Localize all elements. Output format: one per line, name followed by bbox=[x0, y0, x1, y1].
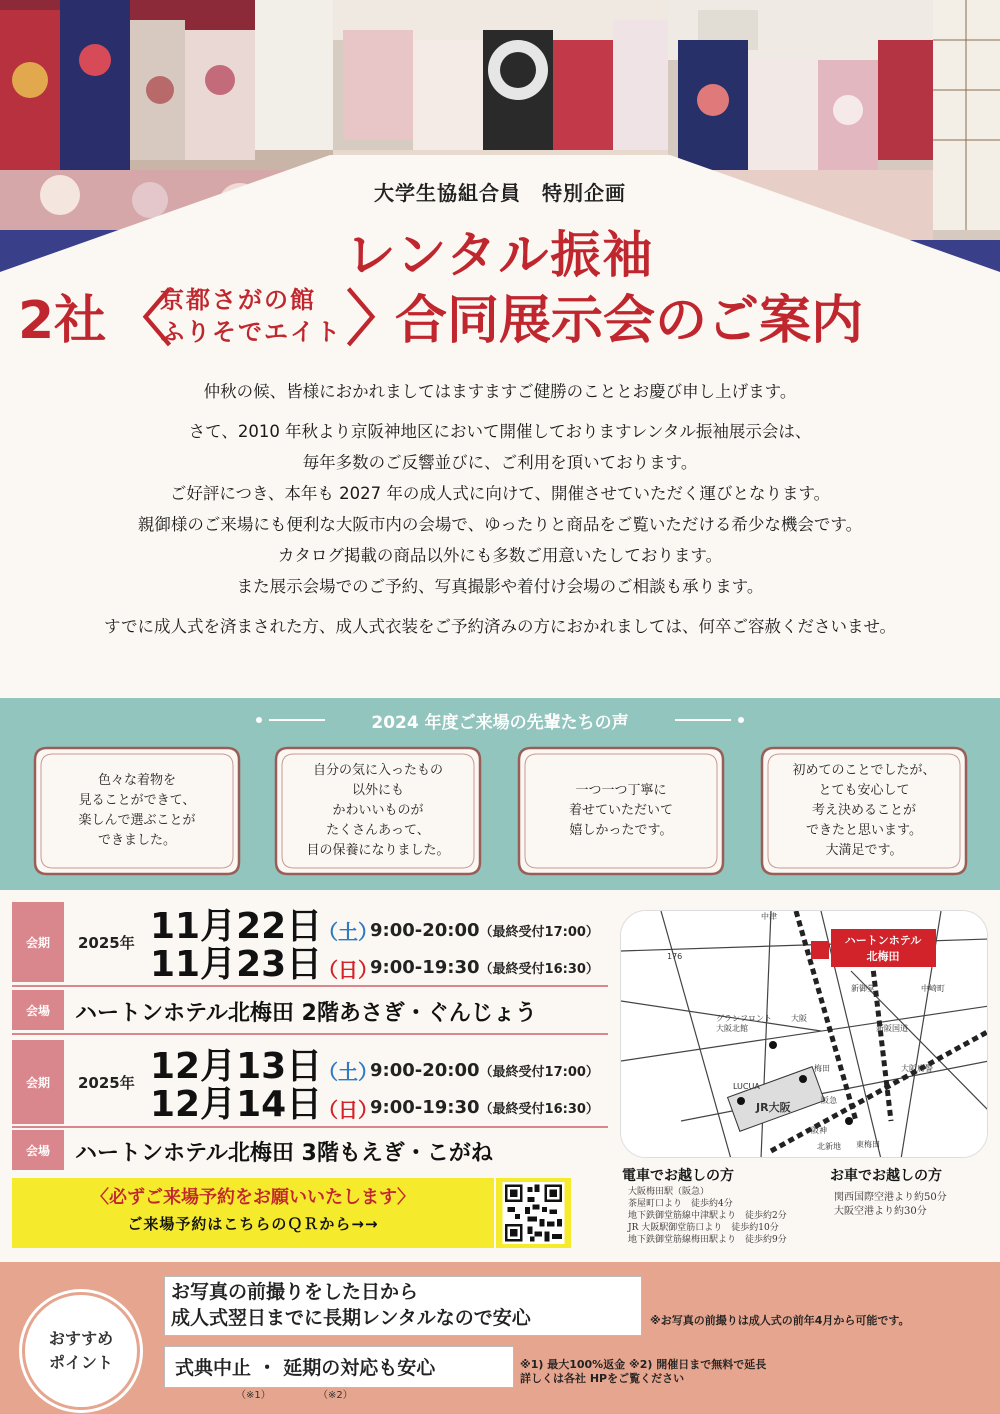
event2-time1: 9:00-20:00（最終受付17:00） bbox=[370, 1060, 599, 1081]
reservation-required-text: 〈必ずご来場予約をお願いいたします〉 bbox=[91, 1187, 415, 1208]
company-kyoto-sagano: 京都さがの館 bbox=[160, 286, 316, 314]
map-label: 大阪北館 bbox=[716, 1024, 748, 1033]
period-label: 会期 bbox=[12, 1040, 64, 1124]
event1-date1: 11月22日 bbox=[150, 906, 323, 947]
event2-venue: ハートンホテル北梅田 3階もえぎ・こがね bbox=[75, 1141, 493, 1166]
recommend-point-long-rental: お写真の前撮りをした日から 成人式翌日までに長期レンタルなので安心 bbox=[164, 1276, 642, 1336]
title-bracket-open: 〈 bbox=[112, 285, 172, 355]
event1-dow1: （土） bbox=[318, 920, 378, 944]
title-bracket-close: 〉 bbox=[346, 285, 406, 355]
divider bbox=[12, 985, 608, 987]
map-hotel-label: 北梅田 bbox=[866, 950, 900, 963]
event1-year: 2025年 bbox=[78, 934, 135, 952]
reservation-banner bbox=[12, 1178, 494, 1248]
event2-dow1: （土） bbox=[318, 1060, 378, 1084]
voice-card: 初めてのことでしたが、 とても安心して 考え決めることが できたと思います。 大満足です。 bbox=[760, 746, 968, 876]
voice-card: 色々な着物を 見ることができて、 楽しんで選ぶことが できました。 bbox=[33, 746, 241, 876]
footnote-mark-2: （※2） bbox=[318, 1390, 353, 1401]
map-label: 阪神 bbox=[811, 1126, 827, 1135]
recommend-point-cancel: 式典中止 ・ 延期の対応も安心 bbox=[164, 1346, 514, 1388]
event1-time1: 9:00-20:00（最終受付17:00） bbox=[370, 920, 599, 941]
greeting-text bbox=[0, 376, 1000, 642]
divider bbox=[12, 1033, 608, 1035]
map-label: 新御堂 bbox=[851, 984, 875, 993]
greeting-line: さて、2010 年秋より京阪神地区において開催しておりますレンタル振袖展示会は、 bbox=[188, 422, 812, 441]
event2-time2: 9:00-19:30（最終受付16:30） bbox=[370, 1097, 599, 1118]
car-access-lines: 関西国際空港より約50分 大阪空港より約30分 bbox=[834, 1192, 947, 1217]
recommend-note-photo: ※お写真の前撮りは成人式の前年4月から可能です。 bbox=[650, 1314, 910, 1327]
map-label: 北新地 bbox=[817, 1142, 841, 1151]
event1-dow2: （日） bbox=[318, 958, 378, 982]
recommend-note-refund: ※1) 最大100%返金 ※2) 開催日まで無料で延長 詳しくは各社 HPをご覧ください bbox=[520, 1358, 767, 1385]
hero-section bbox=[0, 0, 1000, 360]
access-map bbox=[620, 910, 988, 1158]
event2-date2: 12月14日 bbox=[150, 1084, 323, 1125]
map-label: 阪急 bbox=[821, 1096, 837, 1105]
event2-year: 2025年 bbox=[78, 1074, 135, 1092]
car-access-title: お車でお越しの方 bbox=[830, 1168, 942, 1184]
map-label: LUCUA bbox=[733, 1082, 760, 1091]
event1-venue: ハートンホテル北梅田 2階あさぎ・ぐんじょう bbox=[75, 1001, 537, 1026]
venue-label: 会場 bbox=[12, 990, 64, 1030]
event1-time2: 9:00-19:30（最終受付16:30） bbox=[370, 957, 599, 978]
visitor-voices-section bbox=[0, 698, 1000, 890]
voices-title: 2024 年度ご来場の先輩たちの声 bbox=[371, 713, 629, 733]
map-label: 中津 bbox=[761, 912, 777, 921]
map-label: 大阪 bbox=[791, 1014, 807, 1023]
map-label: 梅田 bbox=[814, 1064, 830, 1073]
train-access-lines: 大阪梅田駅（阪急） 茶屋町口より 徒歩約4分 地下鉄御堂筋線中津駅より 徒歩約2分 JR 大阪駅御堂筋口より 徒歩約10分 地下鉄御堂筋線梅田駅より 徒歩約9分 bbox=[628, 1187, 787, 1245]
greeting-line: また展示会場でのご予約、写真撮影や着付け会場のご相談も承ります。 bbox=[236, 577, 764, 596]
map-hotel-label: ハートンホテル bbox=[844, 934, 922, 947]
reservation-qr-code[interactable] bbox=[496, 1178, 571, 1248]
greeting-line: 親御様のご来場にも便利な大阪市内の会場で、ゆったりと商品をご覧いただける希少な機会です。 bbox=[137, 515, 863, 534]
reservation-qr-guide: ご来場予約はこちらのＱＲから→→ bbox=[127, 1215, 379, 1233]
title-joint-exhibition bbox=[0, 270, 1000, 355]
event-info-section bbox=[0, 890, 1000, 1262]
event1-date2: 11月23日 bbox=[150, 944, 323, 985]
qr-code-icon bbox=[502, 1182, 565, 1244]
greeting-line: 仲秋の候、皆様におかれましてはますますご健勝のこととお慶び申し上げます。 bbox=[203, 382, 797, 401]
map-label: 東梅田 bbox=[856, 1140, 880, 1149]
event2-date1: 12月13日 bbox=[150, 1046, 323, 1087]
title-joint-exhibition-text: 合同展示会のご案内 bbox=[395, 291, 864, 351]
map-label: グランフロント bbox=[716, 1014, 772, 1023]
company-furisode-eight: ふりそでエイト bbox=[160, 318, 342, 346]
greeting-line: すでに成人式を済まされた方、成人式衣装をご予約済みの方におかれましては、何卒ご容赦くださいませ。 bbox=[104, 617, 896, 636]
voice-card: 自分の気に入ったもの 以外にも かわいいものが たくさんあって、 目の保養になりました。 bbox=[274, 746, 482, 876]
event-subtitle: 大学生協組合員 特別企画 bbox=[374, 181, 626, 205]
recommend-section bbox=[0, 1262, 1000, 1414]
train-access-title: 電車でお越しの方 bbox=[622, 1168, 734, 1184]
greeting-line: ご好評につき、本年も 2027 年の成人式に向けて、開催させていただく運びとなります。 bbox=[169, 484, 831, 503]
title-rental-furisode: レンタル振袖 bbox=[345, 226, 655, 284]
recommend-badge: おすすめ ポイント bbox=[22, 1292, 140, 1410]
venue-label: 会場 bbox=[12, 1130, 64, 1170]
access-info bbox=[622, 1165, 992, 1255]
map-label: 中崎町 bbox=[921, 984, 945, 993]
divider bbox=[12, 1126, 608, 1128]
map-label: 大阪府警 bbox=[901, 1064, 933, 1073]
map-label: JR大阪 bbox=[756, 1101, 791, 1114]
period-label: 会期 bbox=[12, 902, 64, 982]
voice-card: 一つ一つ丁寧に 着せていただいて 嬉しかったです。 bbox=[517, 746, 725, 876]
map-label: 176 bbox=[667, 952, 683, 961]
greeting-line: カタログ掲載の商品以外にも多数ご用意いたしております。 bbox=[277, 546, 723, 565]
title-two-companies: 2社 bbox=[18, 291, 107, 351]
footnote-mark-1: （※1） bbox=[236, 1390, 271, 1401]
greeting-line: 毎年多数のご反響並びに、ご利用を頂いております。 bbox=[302, 453, 698, 472]
map-label: 新阪国道 bbox=[876, 1024, 908, 1033]
event2-dow2: （日） bbox=[318, 1098, 378, 1122]
